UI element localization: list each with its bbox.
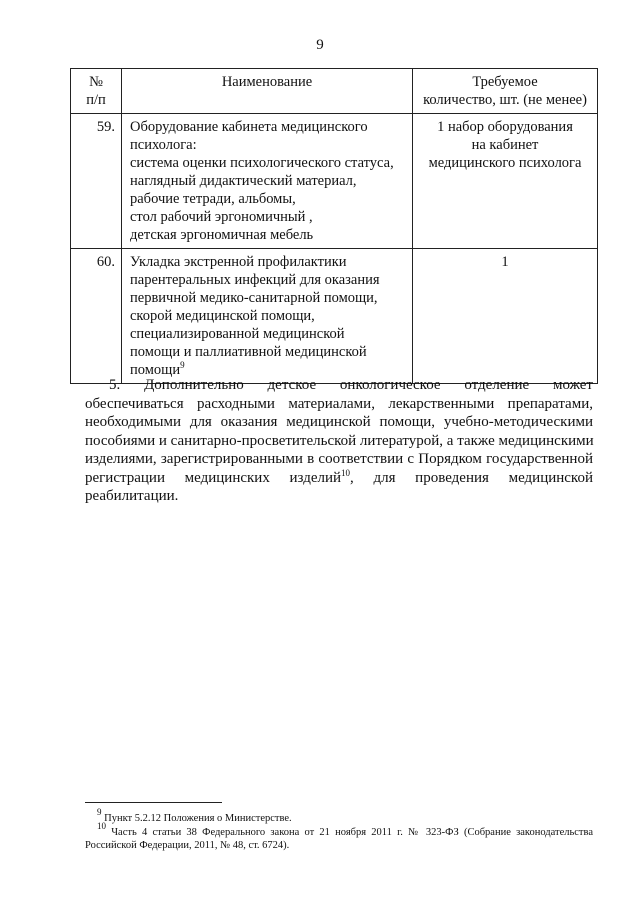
- paragraph-line: 5. Дополнительно детское онкологическое отделение может: [109, 377, 593, 393]
- row-name-line: Оборудование кабинета медицинского: [130, 119, 368, 135]
- footnote-10-cont: Российской Федерации, 2011, № 48, ст. 6724).: [85, 840, 290, 851]
- row-name-line: Укладка экстренной профилактики: [130, 254, 347, 270]
- row-name-line: стол рабочий эргономичный ,: [130, 209, 313, 225]
- footnote-separator: [85, 802, 222, 803]
- table-row: [71, 114, 598, 249]
- row-name: [122, 114, 413, 249]
- row-name-line: наглядный дидактический материал,: [130, 173, 357, 189]
- footnote-9: [85, 807, 593, 826]
- paragraph-line: пособиями и санитарно-просветительской литературой, а также медицинскими: [85, 432, 594, 449]
- row-quantity-line: на кабинет: [471, 137, 539, 153]
- row-name-line: система оценки психологического статуса,: [130, 155, 394, 171]
- row-name-line: специализированной медицинской: [130, 326, 345, 342]
- header-quantity: [413, 69, 598, 114]
- page-number: 9: [316, 37, 324, 53]
- paragraph-line: изделиями, зарегистрированными в соответствии с Порядком государственной: [85, 451, 593, 467]
- footnote-ref-10[interactable]: 10: [341, 467, 351, 478]
- header-number: [71, 69, 122, 114]
- row-name-line-text: помощи: [130, 362, 181, 378]
- paragraph-line-text: , для проведения медицинской: [350, 469, 593, 486]
- row-name-line: психолога:: [130, 137, 197, 153]
- row-number: 60.: [71, 249, 122, 384]
- paragraph-line: [85, 469, 593, 488]
- row-name-line: рабочие тетради, альбомы,: [130, 191, 296, 207]
- paragraph-line: реабилитации.: [85, 488, 179, 504]
- footnotes: [85, 807, 594, 853]
- row-number: 59.: [71, 114, 122, 249]
- row-name-line: детская эргономичная мебель: [130, 227, 314, 243]
- row-quantity-line: 1 набор оборудования: [437, 119, 573, 135]
- table-header-row: [71, 69, 598, 114]
- header-name: [122, 69, 413, 114]
- row-name-line: парентеральных инфекций для оказания: [130, 272, 380, 288]
- footnote-mark: 10: [97, 820, 106, 831]
- row-name-line: помощи и паллиативной медицинской: [130, 344, 367, 360]
- footnote-ref-9[interactable]: 9: [180, 360, 185, 370]
- paragraph-line: необходимыми для оказания медицинской помощи, учебно-методическими: [85, 414, 593, 430]
- row-quantity-line: медицинского психолога: [428, 155, 582, 171]
- paragraph-line: обеспечиваться расходными материалами, лекарственными препаратами,: [85, 395, 593, 412]
- row-name-line: скорой медицинской помощи,: [130, 308, 315, 324]
- row-quantity: [413, 114, 598, 249]
- equipment-table: [70, 68, 598, 384]
- table-row: [71, 249, 598, 384]
- paragraph-line-text: регистрации медицинских изделий: [85, 469, 342, 486]
- header-number-line: п/п: [86, 92, 106, 108]
- row-name-line: первичной медико-санитарной помощи,: [130, 290, 378, 306]
- row-quantity-line: 1: [501, 254, 509, 270]
- footnote-text: Пункт 5.2.12 Положения о Министерстве.: [104, 813, 292, 824]
- header-number-line: №: [89, 74, 103, 90]
- header-quantity-line: количество, шт. (не менее): [423, 92, 587, 108]
- footnote-mark: 9: [97, 807, 102, 817]
- row-name: [122, 249, 413, 384]
- header-name-text: Наименование: [221, 74, 313, 90]
- row-quantity: [413, 249, 598, 384]
- paragraph-5: [85, 376, 593, 506]
- header-quantity-line: Требуемое: [472, 74, 538, 90]
- footnote-10: [85, 820, 594, 840]
- footnote-text: Часть 4 статьи 38 Федерального закона от 21 ноября 2011 г. № 323-ФЗ (Собрание законодательства: [111, 826, 594, 838]
